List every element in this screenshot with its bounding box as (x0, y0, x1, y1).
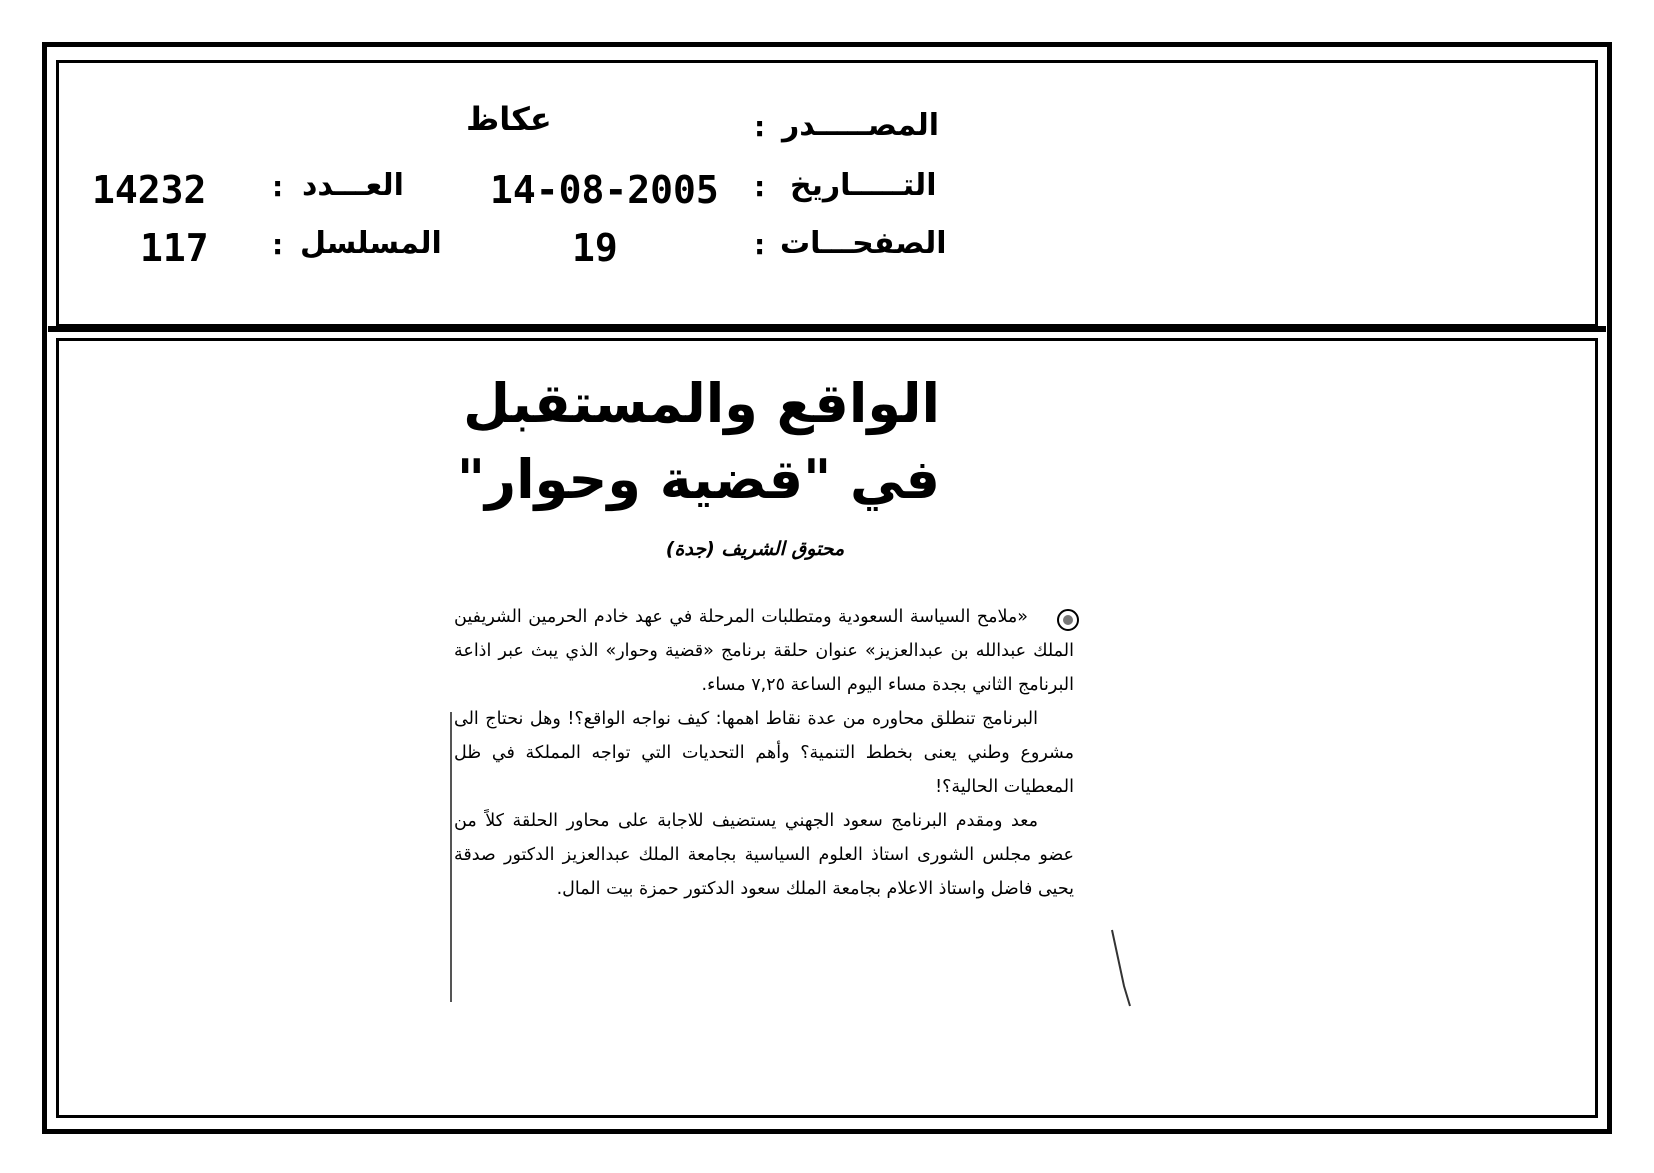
article-paragraph: البرنامج تنطلق محاوره من عدة نقاط اهمها: كيف نواجه الواقع؟! وهل نحتاج الى مشروع وطني يعنى بخطط التنمية؟ وأهم التحديات التي تواجه المملكة في ظل المعطيات الحالية؟! (454, 709, 1074, 797)
pages-label: الصفحـــات (780, 226, 947, 261)
pages-value: 19 (572, 226, 618, 270)
issue-value: 14232 (92, 168, 207, 212)
headline-line-1: الواقع والمستقبل (463, 372, 940, 435)
issue-label: العـــدد (302, 168, 404, 203)
pages-colon: : (754, 228, 766, 261)
article-paragraph: معد ومقدم البرنامج سعود الجهني يستضيف للاجابة على محاور الحلقة كلاً من عضو مجلس الشورى استاذ العلوم السياسية بجامعة الملك عبدالعزيز الدكتور صدقة يحيى فاضل واستاذ الاعلام بجامعة الملك سعود الدكتور حمزة بيت المال. (454, 811, 1074, 899)
article-body (454, 600, 1074, 906)
scan-artifact-mark (1108, 928, 1138, 1008)
serial-value: 117 (140, 226, 209, 270)
date-colon: : (754, 170, 766, 203)
date-label: التـــــاريخ (790, 168, 937, 203)
headline-line-2: في "قضية وحوار" (456, 448, 940, 511)
header-divider (48, 326, 1606, 332)
byline: محتوق الشريف (جدة) (665, 538, 845, 560)
date-value: 14-08-2005 (490, 168, 719, 212)
source-colon: : (754, 110, 766, 143)
serial-colon: : (272, 228, 284, 261)
source-label: المصـــــدر (782, 108, 940, 143)
article-paragraph: «ملامح السياسة السعودية ومتطلبات المرحلة في عهد خادم الحرمين الشريفين الملك عبدالله بن عبدالعزيز» عنوان حلقة برنامج «قضية وحوار» الذي يبث عبر اذاعة البرنامج الثاني بجدة مساء اليوم الساعة ٧,٢٥ مساء. (454, 607, 1074, 695)
issue-colon: : (272, 170, 284, 203)
column-rule (450, 712, 452, 1002)
serial-label: المسلسل (300, 226, 442, 261)
source-value: عكاظ (466, 100, 552, 138)
